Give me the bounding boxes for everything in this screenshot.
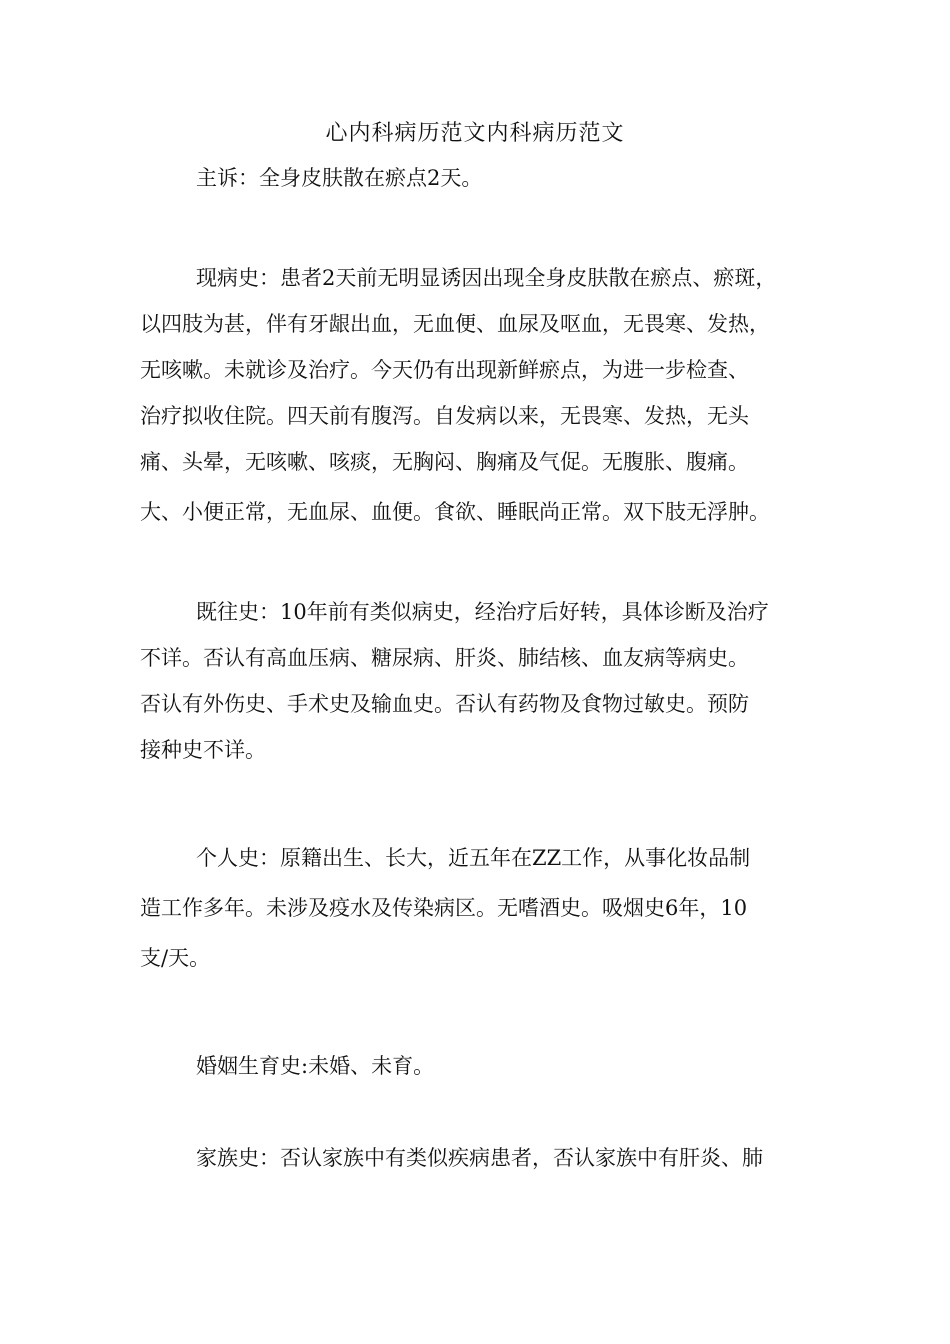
past-history-line: 既往史：10年前有类似病史，经治疗后好转，具体诊断及治疗: [196, 600, 769, 624]
present-illness-line: 治疗拟收住院。四天前有腹泻。自发病以来，无畏寒、发热，无头: [140, 404, 749, 428]
present-illness-line: 大、小便正常，无血尿、血便。食欲、睡眠尚正常。双下肢无浮肿。: [140, 500, 770, 524]
past-history-line: 否认有外伤史、手术史及输血史。否认有药物及食物过敏史。预防: [140, 692, 749, 716]
personal-history-line: 支/天。: [140, 946, 211, 970]
present-illness-line: 痛、头晕，无咳嗽、咳痰，无胸闷、胸痛及气促。无腹胀、腹痛。: [140, 450, 749, 474]
past-history-line: 不详。否认有高血压病、糖尿病、肝炎、肺结核、血友病等病史。: [140, 646, 749, 670]
document-title: 心内科病历范文内科病历范文: [325, 121, 625, 146]
family-history-line: 家族史：否认家族中有类似疾病患者，否认家族中有肝炎、肺: [196, 1146, 763, 1170]
personal-history-line: 造工作多年。未涉及疫水及传染病区。无嗜酒史。吸烟史6年，10: [140, 896, 748, 920]
present-illness-line: 无咳嗽。未就诊及治疗。今天仍有出现新鲜瘀点，为进一步检查、: [140, 358, 749, 382]
present-illness-line: 现病史：患者2天前无明显诱因出现全身皮肤散在瘀点、瘀斑，: [196, 266, 777, 290]
present-illness-line: 以四肢为甚，伴有牙龈出血，无血便、血尿及呕血，无畏寒、发热，: [140, 312, 770, 336]
personal-history-line: 个人史：原籍出生、长大，近五年在ZZ工作，从事化妆品制: [196, 846, 751, 870]
chief-complaint: 主诉：全身皮肤散在瘀点2天。: [196, 166, 483, 190]
past-history-line: 接种史不详。: [140, 738, 266, 762]
marital-history: 婚姻生育史:未婚、未育。: [196, 1054, 435, 1078]
